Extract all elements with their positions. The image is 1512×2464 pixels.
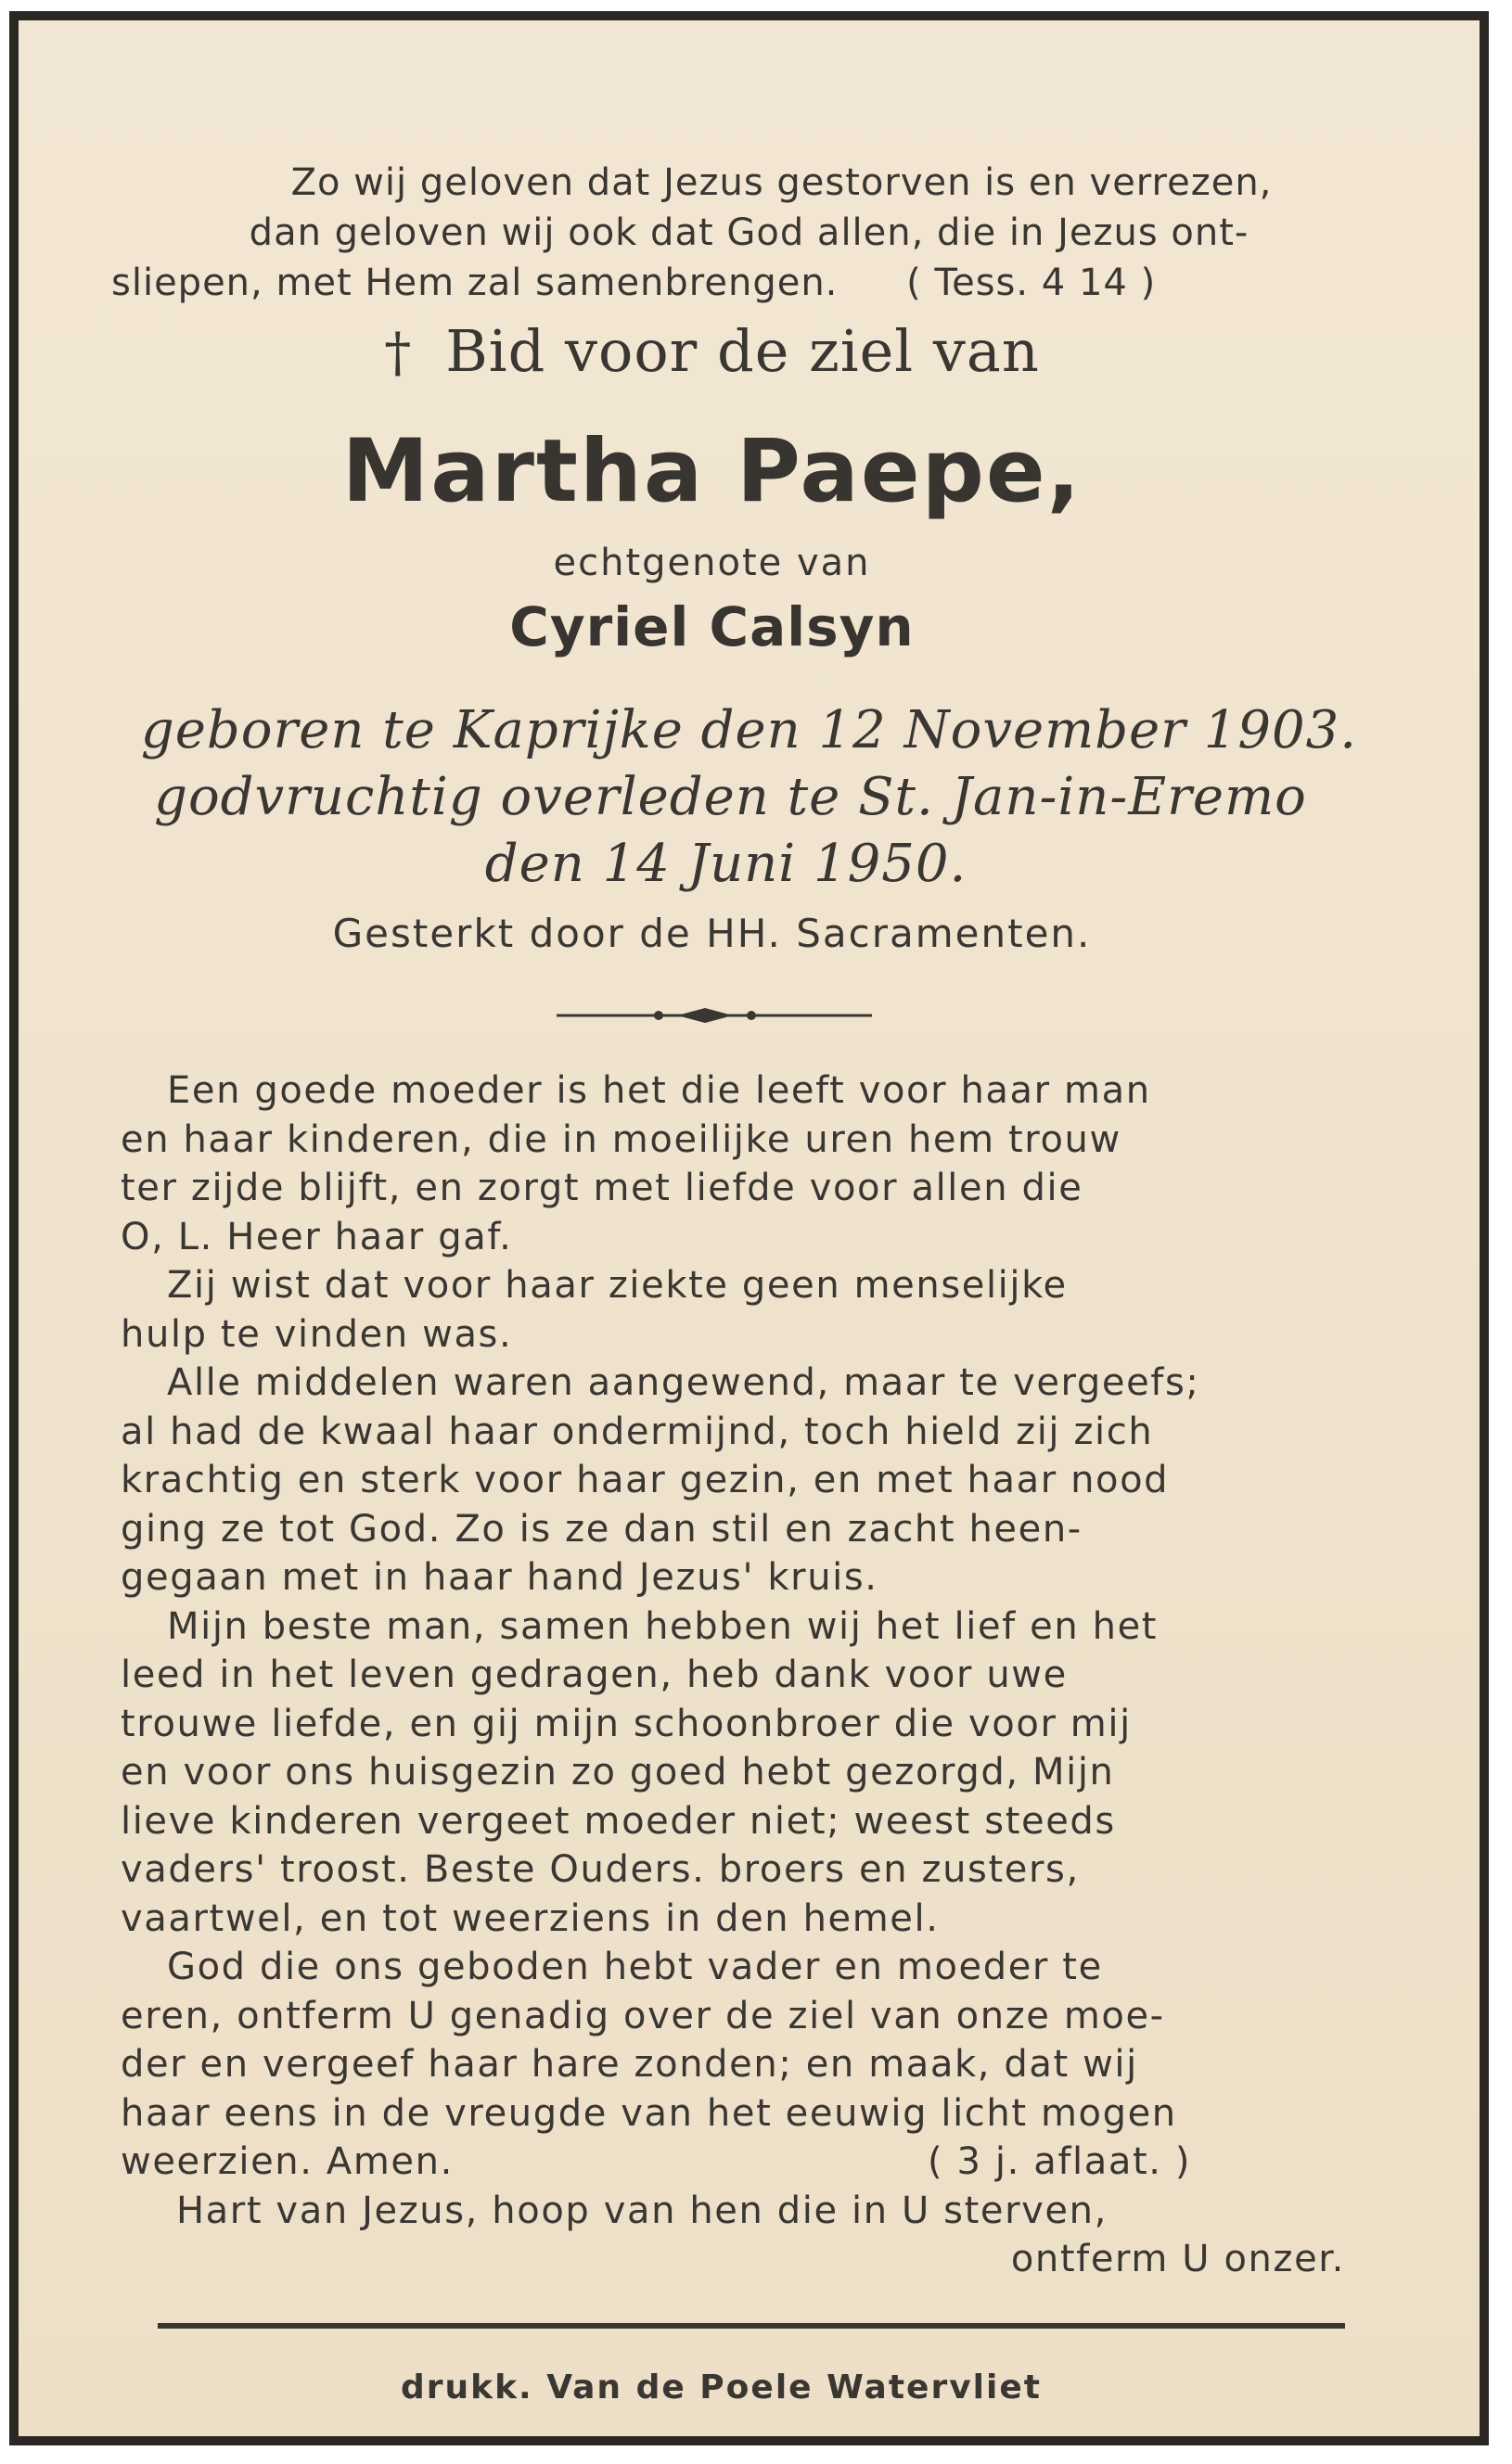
indulgence-text: ( 3 j. aflaat. ) xyxy=(928,2140,1192,2183)
printer-credit: drukk. Van de Poele Watervliet xyxy=(400,2368,1042,2407)
death-line: godvruchtig overleden te St. Jan-in-Eremo xyxy=(154,767,1307,827)
relation-text: echtgenote van xyxy=(553,542,871,584)
prayer-heading xyxy=(9,317,1442,385)
memorial-card xyxy=(9,11,1489,2445)
eulogy-line: Alle middelen waren aangewend, maar te vergeefs; xyxy=(167,1361,1200,1404)
eulogy-line: der en vergeef haar hare zonden; en maak, dat wij xyxy=(121,2043,1138,2086)
invocation-line-1: Hart van Jezus, hoop van hen die in U sterven, xyxy=(176,2189,1108,2232)
bottom-divider xyxy=(158,2323,1345,2329)
sacraments-line: Gesterkt door de HH. Sacramenten. xyxy=(332,911,1092,956)
eulogy-line: trouwe liefde, en gij mijn schoonbroer die voor mij xyxy=(121,1702,1132,1745)
eulogy-line: God die ons geboden hebt vader en moeder te xyxy=(167,1946,1103,1988)
spouse-name: Cyriel Calsyn xyxy=(509,595,915,658)
eulogy-line: al had de kwaal haar ondermijnd, toch hield zij zich xyxy=(121,1410,1154,1453)
eulogy-line: ging ze tot God. Zo is ze dan stil en zacht heen- xyxy=(121,1507,1083,1551)
eulogy-line: eren, ontferm U genadig over de ziel van onze moe- xyxy=(121,1994,1165,2037)
verse-line-3 xyxy=(19,258,1480,308)
eulogy-line: en voor ons huisgezin zo goed hebt gezorgd, Mijn xyxy=(121,1751,1115,1794)
eulogy-line: en haar kinderen, die in moeilijke uren hem trouw xyxy=(121,1117,1121,1161)
verse-reference: ( Tess. 4 14 ) xyxy=(906,262,1157,304)
ornament-divider-icon xyxy=(557,1002,872,1029)
eulogy-line: Mijn beste man, samen hebben wij het lief en het xyxy=(167,1604,1159,1648)
eulogy-line: leed in het leven gedragen, heb dank voor uwe xyxy=(121,1653,1068,1696)
card-paper xyxy=(19,20,1480,2436)
verse-line-2: dan geloven wij ook dat God allen, die in Jezus ont- xyxy=(249,211,1249,254)
verse-line-3-text: sliepen, met Hem zal samenbrengen. xyxy=(111,262,839,304)
eulogy-line: vaartwel, en tot weerziens in den hemel. xyxy=(121,1896,940,1940)
birth-line: geboren te Kaprijke den 12 November 1903. xyxy=(140,700,1358,760)
invocation-line-2: ontferm U onzer. xyxy=(1010,2238,1345,2280)
amen-text: weerzien. Amen. xyxy=(121,2140,454,2183)
scripture-verse xyxy=(19,158,1480,308)
eulogy-line: lieve kinderen vergeet moeder niet; weest steeds xyxy=(121,1799,1116,1843)
eulogy-line: O, L. Heer haar gaf. xyxy=(121,1215,513,1258)
eulogy-line: ter zijde blijft, en zorgt met liefde voor allen die xyxy=(121,1167,1083,1209)
prayer-heading-text: Bid voor de ziel van xyxy=(445,317,1040,385)
eulogy-line: hulp te vinden was. xyxy=(121,1312,513,1356)
closing-amen-line xyxy=(121,2138,1345,2187)
eulogy-line: haar eens in de vreugde van het eeuwig licht mogen xyxy=(121,2091,1177,2135)
dates-block xyxy=(19,697,1480,898)
eulogy-text xyxy=(121,1066,1345,2284)
eulogy-line: gegaan met in haar hand Jezus' kruis. xyxy=(121,1556,878,1599)
verse-line-1: Zo wij geloven dat Jezus gestorven is en verrezen, xyxy=(290,161,1273,204)
eulogy-line: krachtig en sterk voor haar gezin, en met haar nood xyxy=(121,1459,1170,1501)
eulogy-line: Een goede moeder is het die leeft voor haar man xyxy=(167,1069,1151,1112)
eulogy-line: Zij wist dat voor haar ziekte geen menselijke xyxy=(167,1264,1068,1307)
eulogy-line: vaders' troost. Beste Ouders. broers en zusters, xyxy=(121,1848,1080,1891)
deceased-name: Martha Paepe, xyxy=(341,421,1083,522)
cross-icon: † xyxy=(384,321,413,384)
death-date-line: den 14 Juni 1950. xyxy=(484,834,967,894)
